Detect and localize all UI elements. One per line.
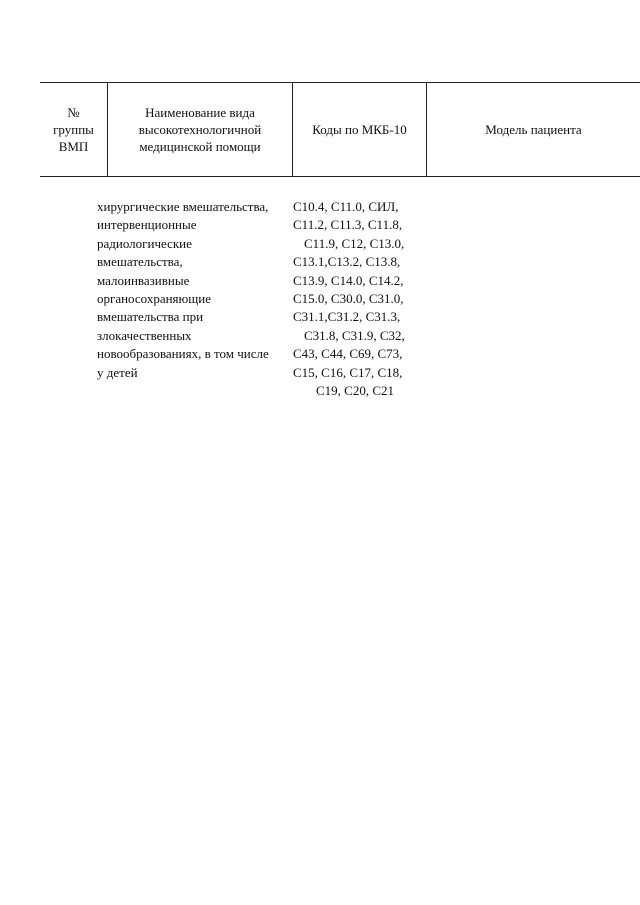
code-line: С15, С16, С17, С18, [293, 364, 403, 380]
code-line: С13.9, С14.0, С14.2, [293, 272, 404, 288]
code-line: С31.8, С31.9, С32, [304, 327, 405, 343]
header-icd-codes: Коды по МКБ-10 [293, 83, 427, 176]
table-header-row [40, 83, 640, 176]
code-line: С11.2, С11.3, С11.8, [293, 217, 403, 233]
code-line: С19, С20, С21 [316, 383, 395, 399]
code-line: С31.1,С31.2, С31.3, [293, 309, 401, 325]
treatment-description: хирургические вмешательства, интервенционные радиологические вмешательства, малоинвазивные органосохраняющие вмешательства при злокачественных новообразованиях, в том числе у детей [97, 199, 269, 380]
code-line: С15.0, С30.0, С31.0, [293, 291, 404, 307]
document-table [40, 82, 640, 177]
code-line: С11.9, С12, С13.0, [304, 235, 405, 251]
icd-code-list [293, 198, 418, 400]
code-line: С13.1,С13.2, С13.8, [293, 254, 401, 270]
code-line: С10.4, С11.0, СИЛ, [293, 199, 399, 214]
header-care-type: Наименование вида высокотехнологичной медицинской помощи [108, 83, 293, 176]
header-group-number: № группы ВМП [40, 83, 108, 176]
header-patient-model: Модель пациента [485, 122, 582, 137]
code-line: С43, С44, С69, С73, [293, 346, 403, 362]
